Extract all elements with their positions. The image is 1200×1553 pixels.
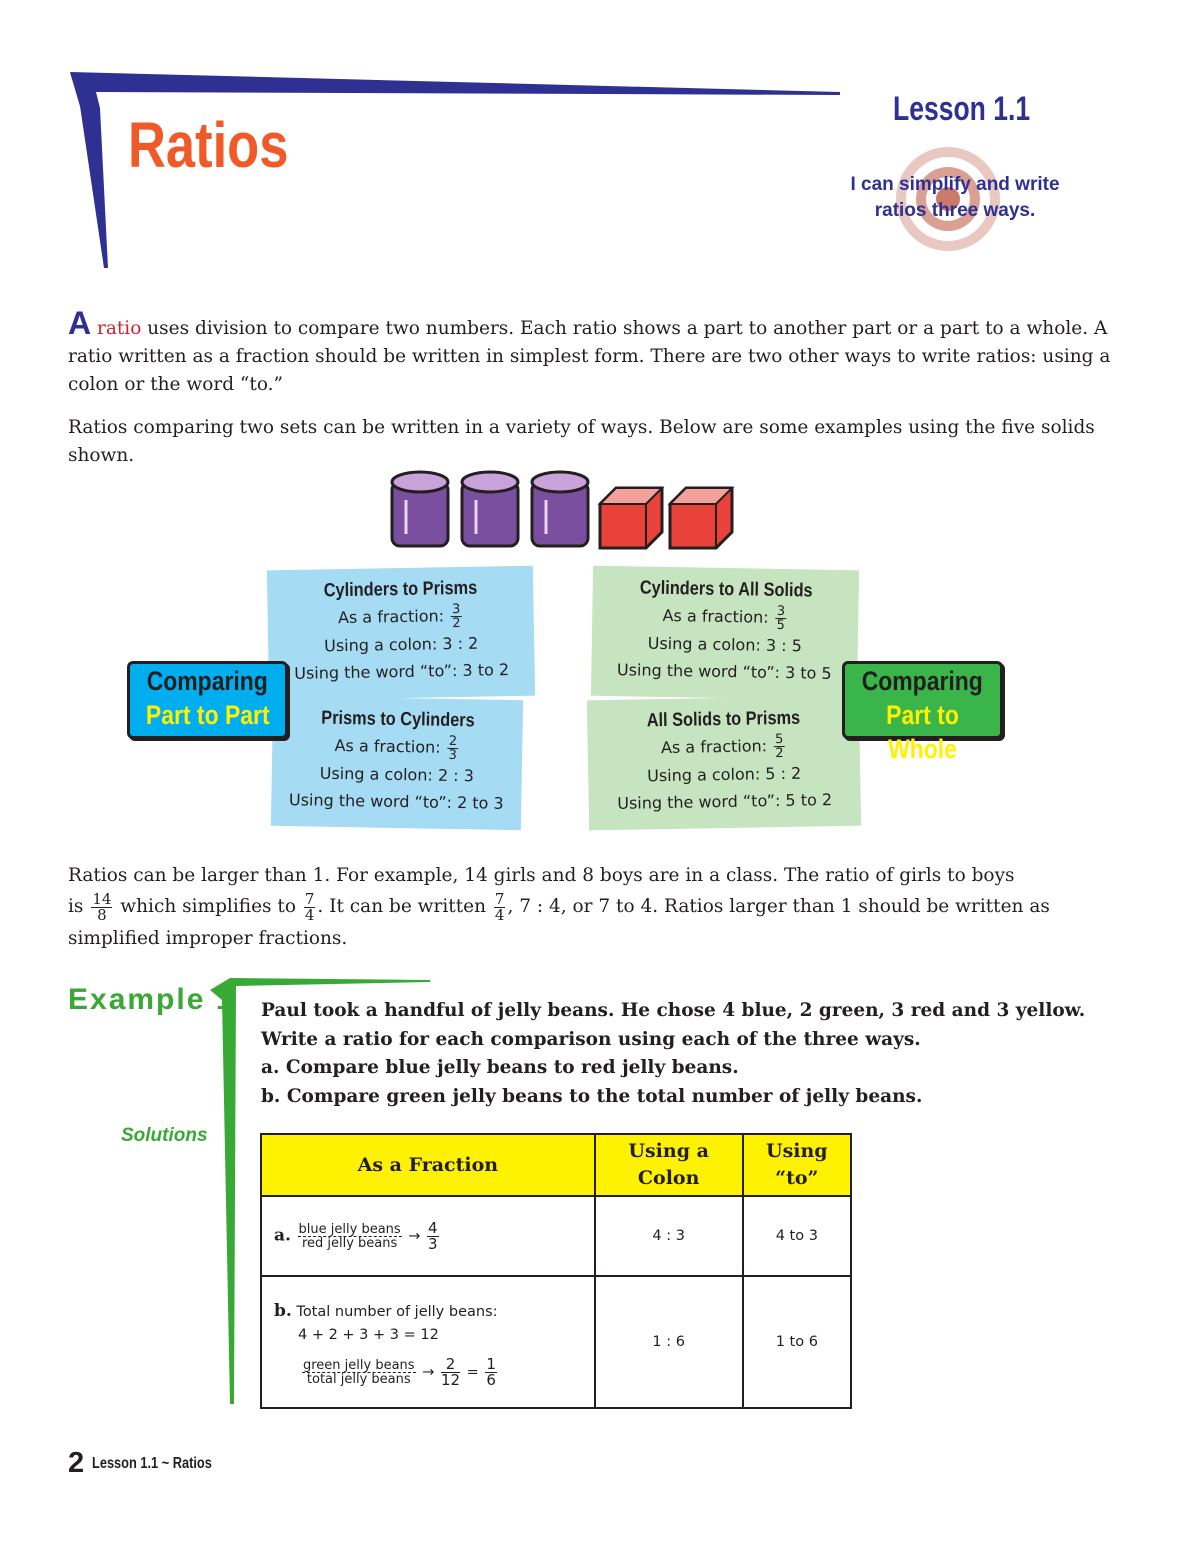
colon-label: Using a colon: xyxy=(319,763,434,785)
row-a-to: 4 to 3 xyxy=(743,1196,851,1276)
row-b-fraction xyxy=(261,1276,595,1408)
card-title: All Solids to Prisms xyxy=(646,707,801,732)
row-a-colon: 4 : 3 xyxy=(595,1196,743,1276)
cylinder-icon xyxy=(532,472,588,546)
drop-cap: A xyxy=(68,305,92,341)
table-row xyxy=(261,1196,851,1276)
solutions-label: Solutions xyxy=(121,1125,208,1146)
row-b-colon: 1 : 6 xyxy=(595,1276,743,1408)
word-label: Using the word “to”: xyxy=(288,790,453,812)
problem-line: b. Compare green jelly beans to the total number of jelly beans. xyxy=(261,1085,923,1107)
fraction-label: As a fraction: xyxy=(337,606,445,628)
card-all-solids-to-prisms xyxy=(587,696,861,831)
word-label: Using the word “to”: xyxy=(294,661,458,683)
para3-text-4: , 7 : 4, or 7 to 4. Ratios larger than 1 should be written as simplified improper fractions. xyxy=(68,896,1050,949)
row-a-fraction xyxy=(261,1196,595,1276)
card-cylinders-to-prisms xyxy=(267,566,535,701)
word-value: 2 to 3 xyxy=(456,793,504,813)
cylinder-icon xyxy=(392,472,448,546)
word-value: 5 to 2 xyxy=(785,790,833,810)
label-line-2: Part to Whole xyxy=(886,700,959,764)
row-b-to: 1 to 6 xyxy=(743,1276,851,1408)
colon-value: 2 : 3 xyxy=(437,765,475,786)
intro-text: uses division to compare two numbers. Each ratio shows a part to another part or a part to a whole. A ratio written as a fraction should be written in simplest form. There are two other ways to write ratios: using a colon or the word “to.” xyxy=(68,318,1111,395)
fraction: $\frac{2}{3}$ xyxy=(448,733,458,764)
row-b-line-1: Total number of jelly beans: xyxy=(296,1303,498,1320)
fraction: $\frac{1}{6}$ xyxy=(486,1354,496,1389)
row-b-line-2: 4 + 2 + 3 + 3 = 12 xyxy=(298,1326,439,1343)
table-row xyxy=(261,1276,851,1408)
arrow-icon: → xyxy=(408,1228,421,1244)
word-fraction: $\frac{\text{green jelly beans}}{\text{total jelly beans}}$ xyxy=(303,1357,415,1387)
fraction: $\frac{14}{8}$ xyxy=(92,889,112,924)
solids-paragraph: Ratios comparing two sets can be written in a variety of ways. Below are some examples using the five solids shown. xyxy=(68,417,1095,466)
fraction: $\frac{4}{3}$ xyxy=(428,1218,438,1253)
cylinder-icon xyxy=(462,472,518,546)
lesson-label: Lesson 1.1 xyxy=(893,90,1031,128)
table-header-row xyxy=(261,1134,851,1196)
colon-value: 3 : 2 xyxy=(442,633,479,654)
fraction: $\frac{2}{12}$ xyxy=(440,1354,461,1389)
learning-objective xyxy=(820,172,1090,224)
fraction: $\frac{3}{2}$ xyxy=(451,601,461,632)
problem-line: Write a ratio for each comparison using each of the three ways. xyxy=(261,1028,921,1050)
problem-line: a. Compare blue jelly beans to red jelly beans. xyxy=(261,1057,739,1078)
colon-label: Using a colon: xyxy=(647,633,762,655)
word-label: Using the word “to”: xyxy=(617,791,781,813)
part-to-whole-label xyxy=(842,661,1003,764)
objective-line-1: I can simplify and write xyxy=(850,174,1060,195)
fraction-label: As a fraction: xyxy=(660,736,768,758)
intro-paragraph xyxy=(68,305,1143,399)
cube-icon xyxy=(600,488,662,548)
colon-label: Using a colon: xyxy=(323,634,438,656)
colon-value: 5 : 2 xyxy=(765,763,802,784)
arrow-icon: → xyxy=(422,1364,435,1380)
cube-icon xyxy=(670,488,732,548)
header-as-fraction: As a Fraction xyxy=(261,1134,595,1196)
page-number: 2 xyxy=(68,1447,85,1479)
fraction: $\frac{5}{2}$ xyxy=(774,731,784,762)
label-line-1: Comparing xyxy=(146,666,269,696)
card-title: Cylinders to All Solids xyxy=(639,577,813,602)
para3-text-3: . It can be written xyxy=(317,896,486,917)
objective-line-2: ratios three ways. xyxy=(874,200,1036,221)
page-title: Ratios xyxy=(128,109,289,181)
fraction: $\frac{7}{4}$ xyxy=(494,889,505,924)
solutions-table xyxy=(260,1133,852,1409)
word-value: 3 to 2 xyxy=(462,660,510,680)
header-using-to: Using “to” xyxy=(743,1134,851,1196)
fraction: $\frac{3}{5}$ xyxy=(776,603,786,634)
para3-text-2: which simplifies to xyxy=(120,896,296,917)
row-label: a. xyxy=(274,1225,291,1245)
equals-sign: = xyxy=(466,1364,479,1380)
keyword-ratio: ratio xyxy=(97,318,142,339)
para3-text-1: Ratios can be larger than 1. For example, 14 girls and 8 boys are in a class. The ratio of girls to boys xyxy=(68,865,1015,886)
fraction-label: As a fraction: xyxy=(662,605,769,627)
card-prisms-to-cylinders xyxy=(271,696,523,830)
word-value: 3 to 5 xyxy=(784,663,832,683)
header-using-colon: Using a Colon xyxy=(595,1134,743,1196)
label-line-2: Part to Part xyxy=(145,700,270,730)
label-line-1: Comparing xyxy=(861,666,984,696)
card-title: Cylinders to Prisms xyxy=(323,577,478,602)
para3-text-is: is xyxy=(68,896,84,917)
row-label: b. xyxy=(274,1300,292,1321)
part-to-part-label xyxy=(127,661,288,739)
fraction: $\frac{7}{4}$ xyxy=(304,889,315,924)
colon-value: 3 : 5 xyxy=(765,635,803,656)
word-fraction: $\frac{\text{blue jelly beans}}{\text{red jelly beans}}$ xyxy=(298,1221,401,1251)
fraction-label: As a fraction: xyxy=(334,735,441,757)
example-title: Example 1 xyxy=(68,983,235,1016)
larger-ratios-paragraph xyxy=(68,860,1143,954)
card-cylinders-to-all-solids xyxy=(591,566,859,701)
word-label: Using the word “to”: xyxy=(616,660,781,682)
example-problem xyxy=(261,997,1141,1111)
problem-line: Paul took a handful of jelly beans. He chose 4 blue, 2 green, 3 red and 3 yellow. xyxy=(261,1000,1086,1021)
colon-label: Using a colon: xyxy=(646,764,761,786)
footer-text: Lesson 1.1 ~ Ratios xyxy=(92,1455,212,1472)
solids-illustration xyxy=(386,468,742,554)
card-title: Prisms to Cylinders xyxy=(320,707,475,732)
